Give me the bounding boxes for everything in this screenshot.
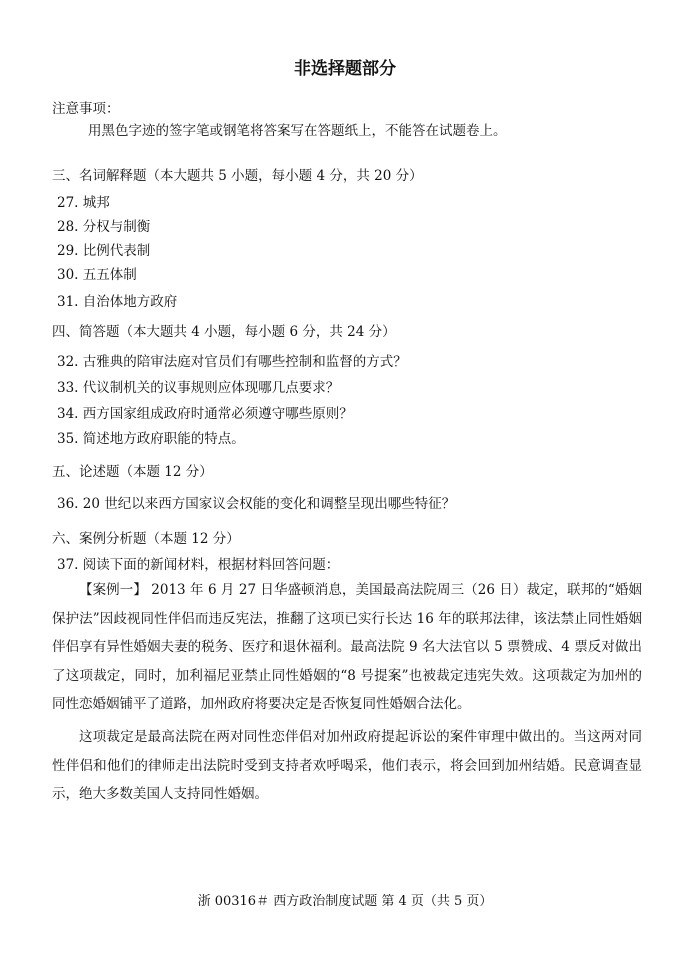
- question-27: 27. 城邦: [57, 195, 110, 211]
- notice-text: 用黑色字迹的签字笔或钢笔将答案写在答题纸上，不能答在试题卷上。: [88, 123, 507, 139]
- notice-heading: 注意事项：: [52, 101, 120, 117]
- section-heading-6: 六、案例分析题（本题 12 分）: [52, 531, 240, 547]
- question-32: 32. 古雅典的陪审法庭对官员们有哪些控制和监督的方式？: [57, 354, 407, 370]
- question-28: 28. 分权与制衡: [57, 219, 151, 235]
- question-31: 31. 自治体地方政府: [57, 294, 178, 310]
- case-paragraph-2: 这项裁定是最高法院在两对同性恋伴侣对加州政府提起诉讼的案件审理中做出的。当这两对同性伴侣和他们的律师走出法院时受到支持者欢呼喝采，他们表示，将会回到加州结婚。民意调查显示，绝大多数美国人支持同性婚姻。: [52, 728, 642, 803]
- case-text: [52, 576, 642, 809]
- question-33: 33. 代议制机关的议事规则应体现哪几点要求？: [57, 380, 340, 396]
- section-heading-3: 三、名词解释题（本大题共 5 小题，每小题 4 分，共 20 分）: [52, 168, 423, 184]
- question-37: 37. 阅读下面的新闻材料，根据材料回答问题：: [57, 557, 340, 573]
- section-heading-4: 四、简答题（本大题共 4 小题，每小题 6 分，共 24 分）: [52, 324, 396, 340]
- page-footer: 浙 00316＃ 西方政治制度试题 第 4 页（共 5 页）: [197, 894, 493, 909]
- question-36: 36. 20 世纪以来西方国家议会权能的变化和调整呈现出哪些特征？: [57, 496, 456, 512]
- page-title: 非选择题部分: [294, 59, 396, 79]
- section-heading-5: 五、论述题（本题 12 分）: [52, 464, 213, 480]
- question-34: 34. 西方国家组成政府时通常必须遵守哪些原则？: [57, 406, 353, 422]
- question-35: 35. 简述地方政府职能的特点。: [57, 431, 245, 447]
- case-paragraph-1: 【案例一】 2013 年 6 月 27 日华盛顿消息，美国最高法院周三（26 日）裁定，联邦的“婚姻保护法”因歧视同性伴侣而违反宪法，推翻了这项已实行长达 16 年的联邦法律，该法禁止同性婚姻伴侣享有异性婚姻夫妻的税务、医疗和退休福利。最高法院 9 名大法官以 5 票赞成、4 票反对做出了这项裁定，同时，加利福尼亚禁止同性婚姻的“8 号提案”也被裁定违宪失效。这项裁定为加州的同性恋婚姻铺平了道路，加州政府将要决定是否恢复同性婚姻合法化。: [52, 582, 642, 713]
- question-30: 30. 五五体制: [57, 267, 137, 283]
- question-29: 29. 比例代表制: [57, 243, 151, 259]
